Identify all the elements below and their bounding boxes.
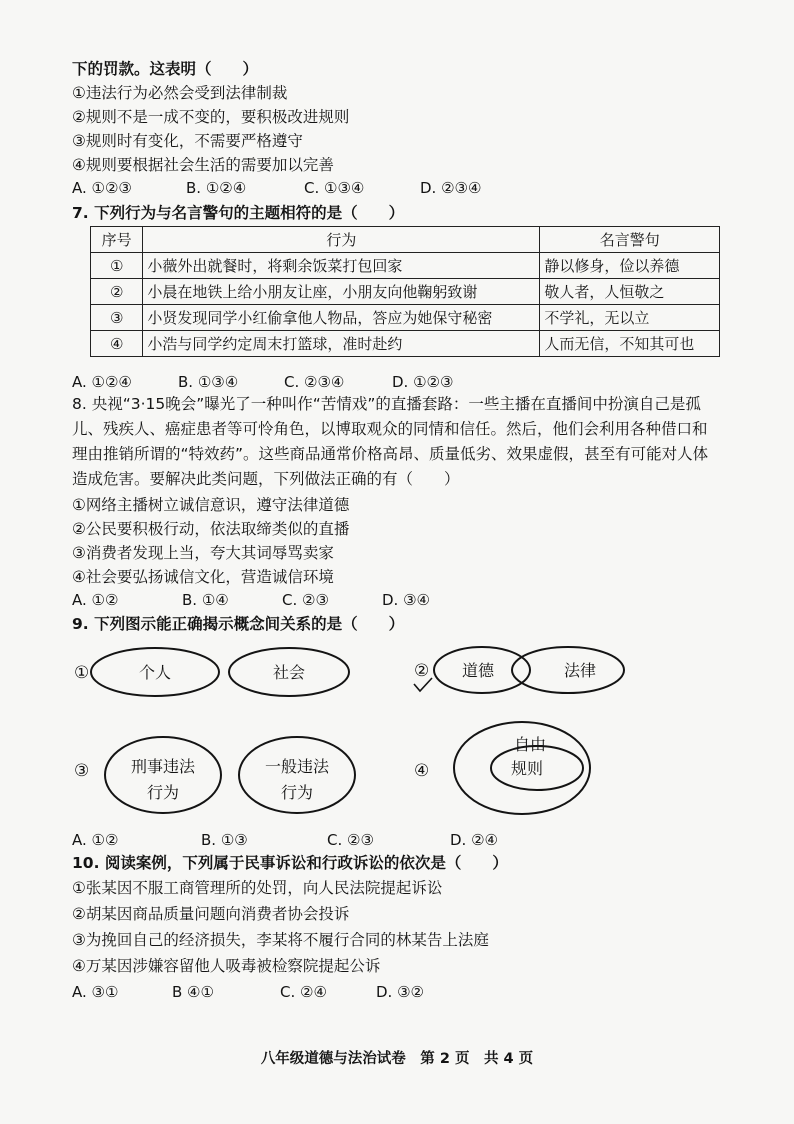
q6-statement-3: ③规则时有变化，不需要严格遵守 bbox=[72, 132, 303, 150]
q7-table bbox=[90, 226, 720, 357]
q10-statement-1: ①张某因不服工商管理所的处罚，向人民法院提起诉讼 bbox=[72, 879, 443, 897]
row-quote: 敬人者，人恒敬之 bbox=[540, 279, 720, 305]
q10-options bbox=[72, 982, 424, 1002]
q8-option-c: C. ②③ bbox=[282, 591, 329, 609]
row-behavior: 小薇外出就餐时，将剩余饭菜打包回家 bbox=[143, 253, 540, 279]
q6-option-d: D. ②③④ bbox=[420, 179, 482, 197]
q9-option-d: D. ②④ bbox=[450, 831, 498, 849]
q6-statement-1: ①违法行为必然会受到法律制裁 bbox=[72, 84, 288, 102]
header-quote: 名言警句 bbox=[540, 227, 720, 253]
q10-option-c: C. ②④ bbox=[280, 983, 327, 1001]
q10-option-a: A. ③① bbox=[72, 983, 119, 1001]
row-quote: 静以修身，俭以养德 bbox=[540, 253, 720, 279]
q8-option-a: A. ①② bbox=[72, 591, 119, 609]
q9-option-c: C. ②③ bbox=[327, 831, 374, 849]
q8-option-d: D. ③④ bbox=[382, 591, 430, 609]
q8-option-b: B. ①④ bbox=[182, 591, 229, 609]
table-row bbox=[91, 253, 720, 279]
q6-options bbox=[72, 178, 481, 198]
diagram-3-number: ③ bbox=[74, 761, 90, 781]
q10-statement-4: ④万某因涉嫌容留他人吸毒被检察院提起公诉 bbox=[72, 957, 381, 975]
q7-option-c: C. ②③④ bbox=[284, 373, 345, 391]
row-quote: 人而无信，不知其可也 bbox=[540, 331, 720, 357]
q6-statement-4: ④规则要根据社会生活的需要加以完善 bbox=[72, 156, 334, 174]
diagram-1-number: ① bbox=[74, 663, 90, 683]
q6-stem-tail: 下的罚款。这表明（ ） bbox=[72, 60, 259, 78]
row-behavior: 小贤发现同学小红偷拿他人物品，答应为她保守秘密 bbox=[143, 305, 540, 331]
q7-options bbox=[72, 372, 453, 392]
row-number: ④ bbox=[91, 331, 143, 357]
diagram-2-label-b: 法律 bbox=[563, 661, 597, 680]
q9-stem: 9. 下列图示能正确揭示概念间关系的是（ ） bbox=[72, 615, 405, 633]
diagram-4-label-outer: 自由 bbox=[513, 735, 547, 754]
q8-statement-2: ②公民要积极行动，依法取缔类似的直播 bbox=[72, 520, 350, 538]
table-row bbox=[91, 305, 720, 331]
q6-option-c: C. ①③④ bbox=[304, 179, 365, 197]
diagram-4-number: ④ bbox=[414, 761, 430, 781]
q7-option-d: D. ①②③ bbox=[392, 373, 454, 391]
q7-stem: 7. 下列行为与名言警句的主题相符的是（ ） bbox=[72, 204, 405, 222]
row-number: ③ bbox=[91, 305, 143, 331]
q9-diagrams bbox=[0, 630, 794, 830]
row-number: ② bbox=[91, 279, 143, 305]
q9-options bbox=[72, 830, 498, 850]
q8-stem: 8. 央视“3·15晚会”曝光了一种叫作“苦情戏”的直播套路：一些主播在直播间中扮演自己是孤儿、残疾人、癌症患者等可怜角色，以博取观众的同情和信任。然后，他们会利用各种借口和理由推销所谓的“特效药”。这些商品通常价格高昂、质量低劣、效果虚假，甚至有可能对人体造成危害。要解决此类问题，下列做法正确的有（ ） bbox=[72, 395, 709, 488]
header-behavior: 行为 bbox=[143, 227, 540, 253]
q6-option-b: B. ①②④ bbox=[186, 179, 247, 197]
q9-option-a: A. ①② bbox=[72, 831, 119, 849]
diagram-3-label-a2: 行为 bbox=[146, 783, 180, 802]
q10-option-b: B ④① bbox=[172, 983, 214, 1001]
q10-statement-3: ③为挽回自己的经济损失，李某将不履行合同的林某告上法庭 bbox=[72, 931, 489, 949]
row-number: ① bbox=[91, 253, 143, 279]
q10-option-d: D. ③② bbox=[376, 983, 424, 1001]
q8-statement-4: ④社会要弘扬诚信文化，营造诚信环境 bbox=[72, 568, 334, 586]
row-behavior: 小晨在地铁上给小朋友让座，小朋友向他鞠躬致谢 bbox=[143, 279, 540, 305]
q7-option-a: A. ①②④ bbox=[72, 373, 132, 391]
diagram-3-label-a1: 刑事违法 bbox=[130, 757, 196, 776]
table-header-row bbox=[91, 227, 720, 253]
row-behavior: 小浩与同学约定周末打篮球，准时赴约 bbox=[143, 331, 540, 357]
table-row bbox=[91, 279, 720, 305]
q7-option-b: B. ①③④ bbox=[178, 373, 239, 391]
diagram-1-label-b: 社会 bbox=[272, 663, 306, 682]
diagram-2-number: ② bbox=[414, 661, 430, 681]
q6-statement-2: ②规则不是一成不变的，要积极改进规则 bbox=[72, 108, 350, 126]
q10-stem: 10. 阅读案例，下列属于民事诉讼和行政诉讼的依次是（ ） bbox=[72, 854, 508, 872]
q9-option-b: B. ①③ bbox=[201, 831, 248, 849]
q8-statement-3: ③消费者发现上当，夸大其词辱骂卖家 bbox=[72, 544, 334, 562]
page-footer: 八年级道德与法治试卷 第 2 页 共 4 页 bbox=[260, 1051, 534, 1067]
row-quote: 不学礼，无以立 bbox=[540, 305, 720, 331]
header-number: 序号 bbox=[91, 227, 143, 253]
diagram-3-label-b1: 一般违法 bbox=[264, 757, 330, 776]
q6-option-a: A. ①②③ bbox=[72, 179, 132, 197]
q8-options bbox=[72, 590, 430, 610]
q10-statement-2: ②胡某因商品质量问题向消费者协会投诉 bbox=[72, 905, 350, 923]
diagram-2-label-a: 道德 bbox=[461, 661, 495, 680]
diagram-1-label-a: 个人 bbox=[138, 663, 172, 682]
diagram-4-label-inner: 规则 bbox=[510, 759, 544, 778]
diagram-3-label-b2: 行为 bbox=[280, 783, 314, 802]
table-row bbox=[91, 331, 720, 357]
q8-statement-1: ①网络主播树立诚信意识，遵守法律道德 bbox=[72, 496, 350, 514]
